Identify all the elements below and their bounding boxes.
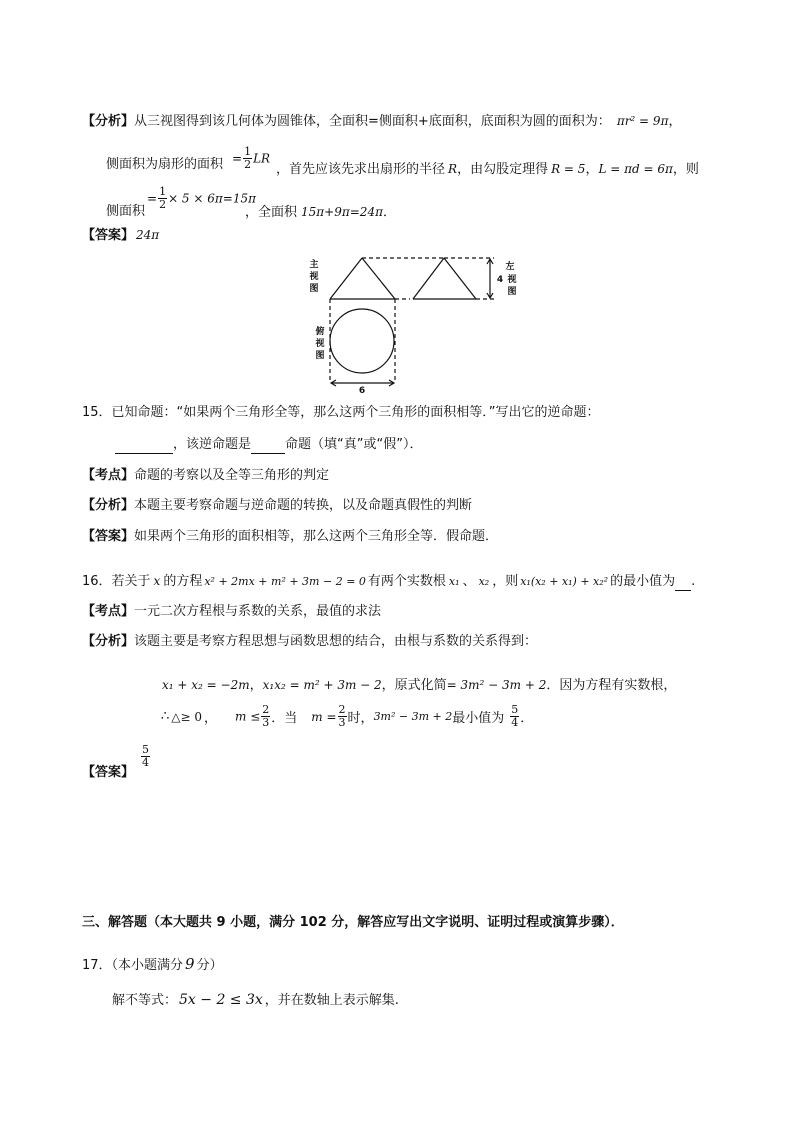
side-view-label-3: 图 — [507, 287, 517, 297]
numerator: 1 — [159, 185, 167, 198]
q16-analysis-line2 — [162, 676, 676, 695]
analysis-tag: 【分析】 — [82, 634, 135, 649]
analysis-text: ．因为方程有实数根， — [546, 678, 677, 693]
analysis-tag: 【分析】 — [82, 114, 135, 129]
equals-sign: = — [232, 151, 243, 166]
front-view-right-edge — [362, 258, 395, 299]
fraction-half — [158, 186, 167, 211]
formula-root-sum: x₁ + x₂ = −2m — [162, 678, 250, 692]
var-R: R — [448, 162, 458, 176]
analysis-text: ，原式化简 — [381, 678, 447, 693]
side-view-label-1: 左 — [505, 262, 515, 272]
question-heading: 分） — [196, 958, 223, 973]
fraction-two-thirds — [261, 704, 270, 729]
analysis-text: ，由勾股定理得 — [457, 162, 549, 177]
front-view-left-edge — [330, 258, 362, 299]
fraction-half — [243, 146, 252, 171]
question-heading: 17．（本小题满分 — [82, 958, 184, 973]
question-stem: ，该逆命题是 — [173, 437, 252, 452]
q16-analysis-line3 — [161, 704, 533, 729]
side-view-left-edge — [413, 258, 444, 299]
analysis-text: ，则 — [672, 162, 699, 177]
q14-analysis-line2 — [106, 156, 223, 174]
q16-stem — [82, 572, 695, 591]
denominator: 3 — [262, 716, 270, 729]
var-x2: x₂ — [478, 575, 490, 588]
q15-answer — [82, 528, 498, 546]
equals-sign: = — [147, 191, 158, 206]
q14-analysis-line1 — [82, 112, 681, 131]
kaodian-text: 一元二次方程根与系数的关系，最值的求法 — [134, 604, 382, 619]
therefore-symbol: ∴ — [161, 709, 170, 724]
front-view-label-3: 图 — [309, 284, 319, 294]
numerator: 1 — [244, 145, 252, 158]
formula-m-eq: m = — [311, 709, 337, 724]
answer-blank-1[interactable] — [115, 439, 173, 454]
formula-L: L = πd = 6π — [598, 162, 673, 176]
numerator: 2 — [262, 703, 270, 716]
fraction-five-fourths — [510, 704, 519, 729]
top-view-label-1: 俯 — [315, 327, 325, 337]
formula-root-product: x₁x₂ = m² + 3m − 2 — [262, 678, 382, 692]
q15-stem-line2 — [115, 436, 422, 454]
analysis-text: ．当 — [271, 711, 298, 726]
answer-blank[interactable] — [675, 576, 691, 591]
formula-total: 15π+9π=24π — [301, 205, 383, 219]
score-value: 9 — [185, 955, 195, 973]
width-dimension-value: 6 — [358, 386, 366, 395]
formula-delta: △≥ 0 — [171, 709, 203, 724]
analysis-text: 侧面积 — [106, 204, 146, 219]
front-view-label-1: 主 — [309, 260, 319, 270]
punct: ， — [204, 711, 218, 726]
q16-kaodian — [82, 603, 381, 621]
punct: 、 — [462, 574, 476, 589]
kaodian-tag: 【考点】 — [82, 468, 135, 483]
side-view-label-2: 视 — [507, 275, 517, 285]
formula-m-le: m ≤ — [235, 709, 261, 724]
fraction-two-thirds — [338, 704, 347, 729]
question-stem: ，则 — [492, 574, 519, 589]
top-view-label-2: 视 — [315, 339, 325, 349]
fraction-five-fourths — [141, 744, 150, 769]
denominator: 4 — [142, 756, 149, 769]
answer-tag: 【答案】 — [82, 228, 135, 243]
formula-expression: x₁(x₂ + x₁) + x₂² — [520, 575, 609, 588]
task-text: 解不等式： — [112, 993, 178, 1008]
punct: ， — [585, 162, 599, 177]
analysis-text: 最小值为 — [452, 711, 505, 726]
analysis-text: 从三视图得到该几何体为圆锥体，全面积=侧面积+底面积，底面积为圆的面积为： — [134, 114, 611, 129]
var-x1: x₁ — [448, 575, 460, 588]
top-view-circle — [330, 309, 394, 373]
height-dimension-value: 4 — [496, 275, 504, 285]
q16-answer-value — [140, 744, 151, 769]
question-stem: 的最小值为 — [610, 574, 676, 589]
q15-stem-line1 — [82, 404, 600, 422]
punct: . — [691, 574, 696, 589]
denominator: 2 — [244, 158, 252, 171]
q17-task — [112, 991, 399, 1010]
question-stem: 16．若关于 — [82, 574, 151, 589]
punct: ． — [520, 711, 534, 726]
section-heading: 三、解答题（本大题共 9 小题，满分 102 分，解答应写出文字说明、证明过程或演算步骤）． — [82, 915, 624, 930]
q16-answer — [82, 764, 134, 782]
formula-side-rest: × 5 × 6π=15π — [168, 191, 256, 206]
q14-answer — [82, 226, 159, 245]
analysis-text: ，首先应该先求出扇形的半径 — [276, 162, 446, 177]
formula-side-value — [147, 186, 256, 211]
analysis-text: ，全面积 — [245, 205, 298, 220]
question-stem: 有两个实数根 — [367, 574, 446, 589]
formula-base-area: πr² = 9π — [616, 114, 669, 128]
punct: ． — [382, 205, 396, 220]
denominator: 3 — [338, 716, 346, 729]
punct: ， — [249, 678, 263, 693]
q16-analysis — [82, 633, 537, 651]
denominator: 2 — [159, 198, 167, 211]
answer-blank-2[interactable] — [251, 439, 285, 454]
analysis-text: 侧面积为扇形的面积 — [106, 157, 224, 172]
formula-simplified: = 3m² − 3m + 2 — [446, 678, 547, 692]
q15-kaodian — [82, 467, 329, 485]
q17-heading — [82, 955, 223, 975]
analysis-text: 该题主要是考察方程思想与函数思想的结合，由根与系数的关系得到： — [134, 634, 538, 649]
kaodian-tag: 【考点】 — [82, 604, 135, 619]
three-view-figure — [300, 250, 530, 395]
question-stem: 的方程 — [163, 574, 203, 589]
formula-R5: R = 5 — [551, 162, 586, 176]
punct: ， — [668, 114, 682, 129]
top-view-label-3: 图 — [315, 351, 325, 361]
denominator: 4 — [511, 716, 519, 729]
answer-text: 如果两个三角形的面积相等，那么这两个三角形全等．假命题． — [134, 529, 499, 544]
formula-quadratic: 3m² − 3m + 2 — [373, 710, 453, 723]
analysis-text: 本题主要考察命题与逆命题的转换，以及命题真假性的判断 — [134, 498, 473, 513]
front-view-label-2: 视 — [309, 272, 319, 282]
formula-equation: x² + 2mx + m² + 3m − 2 = 0 — [204, 575, 366, 588]
q14-analysis-line2b — [276, 160, 699, 179]
question-stem: 15．已知命题：“如果两个三角形全等，那么这两个三角形的面积相等．”写出它的逆命题： — [82, 405, 600, 420]
kaodian-text: 命题的考察以及全等三角形的判定 — [134, 468, 330, 483]
q15-analysis — [82, 497, 472, 515]
numerator: 5 — [142, 743, 149, 756]
var-x: x — [153, 574, 161, 588]
q14-analysis-line3b — [245, 203, 396, 222]
numerator: 5 — [511, 703, 519, 716]
task-text: ，并在数轴上表示解集. — [264, 993, 399, 1008]
numerator: 2 — [338, 703, 346, 716]
answer-tag: 【答案】 — [82, 765, 135, 780]
formula-inequality: 5x − 2 ≤ 3x — [179, 992, 263, 1008]
analysis-tag: 【分析】 — [82, 498, 135, 513]
formula-LR: LR — [253, 151, 271, 166]
answer-tag: 【答案】 — [82, 529, 135, 544]
side-view-right-edge — [444, 258, 476, 299]
analysis-text: 时， — [347, 711, 374, 726]
answer-value: 24π — [136, 228, 160, 242]
formula-side-area — [232, 146, 270, 171]
question-stem: 命题（填“真”或“假”）． — [285, 437, 423, 452]
q14-analysis-line3 — [106, 203, 145, 221]
